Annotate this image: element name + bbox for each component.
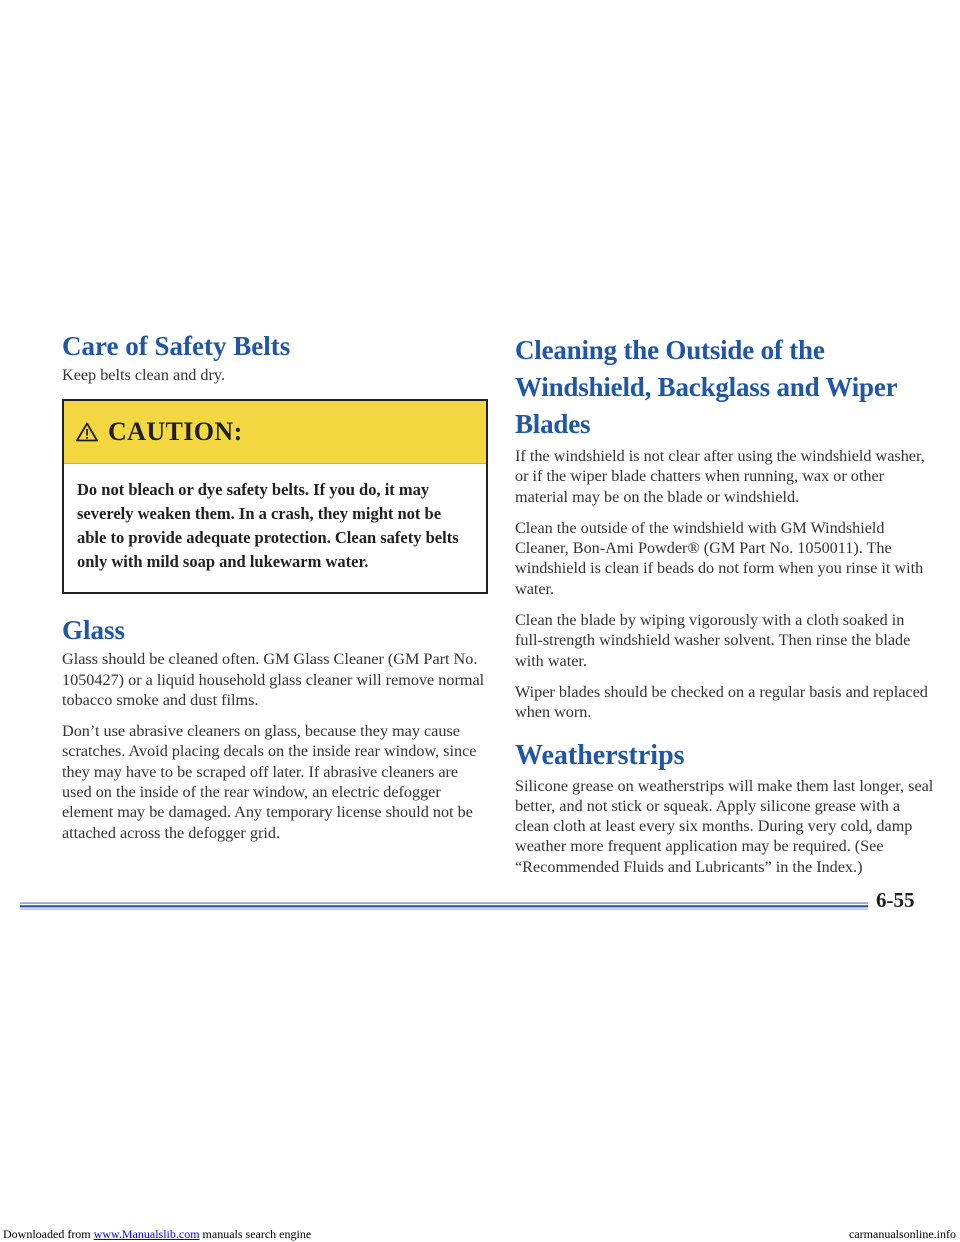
download-prefix: Downloaded from xyxy=(3,1227,94,1241)
caution-box xyxy=(62,399,488,594)
caution-title: CAUTION: xyxy=(108,417,243,447)
footer-rule xyxy=(20,902,868,910)
glass-paragraph: Don’t use abrasive cleaners on glass, because they may cause scratches. Avoid placing decals on the inside rear window, since they may have to be scraped off later. If abrasive cleaners are used on the inside of the rear window, an electric defogger element may be damaged. Any temporary license should not be attached across the defogger grid. xyxy=(62,722,477,842)
download-suffix: manuals search engine xyxy=(199,1227,312,1241)
weatherstrips-heading: Weatherstrips xyxy=(515,739,685,771)
glass-paragraph: Glass should be cleaned often. GM Glass Cleaner (GM Part No. 1050427) or a liquid household glass cleaner will remove normal tobacco smoke and dust films. xyxy=(62,650,485,709)
windshield-paragraph: Clean the outside of the windshield with GM Windshield Cleaner, Bon-Ami Powder® (GM Part No. 1050011). The windshield is clean if beads do not form when you rinse it with water. xyxy=(515,518,924,598)
care-of-safety-belts-heading: Care of Safety Belts xyxy=(62,331,291,361)
care-text: Keep belts clean and dry. xyxy=(62,366,226,384)
right-column xyxy=(515,332,935,888)
weatherstrips-paragraph: Silicone grease on weatherstrips will make them last longer, seal better, and not stick or squeak. Apply silicone grease with a clean cloth at least every six months. During very cold, damp weather more frequent application may be required. (See “Recommended Fluids and Lubricants” in the Index.) xyxy=(515,776,934,876)
watermark-text: carmanualsonline.info xyxy=(849,1227,956,1241)
windshield-paragraph: Wiper blades should be checked on a regular basis and replaced when worn. xyxy=(515,682,928,722)
caution-header xyxy=(64,401,486,464)
download-footer xyxy=(0,1226,960,1242)
left-column xyxy=(62,330,486,854)
windshield-cleaning-heading: Cleaning the Outside of the Windshield, Backglass and Wiper Blades xyxy=(515,335,897,439)
page-number: 6-55 xyxy=(876,888,915,912)
windshield-paragraph: Clean the blade by wiping vigorously with a cloth soaked in full-strength windshield washer solvent. Then rinse the blade with water. xyxy=(515,611,911,670)
manualslib-link[interactable]: www.Manualslib.com xyxy=(93,1227,200,1241)
download-source xyxy=(3,1226,311,1242)
warning-triangle-icon xyxy=(76,422,98,442)
windshield-paragraph: If the windshield is not clear after using the windshield washer, or if the wiper blade chatters when running, wax or other material may be on the blade or windshield. xyxy=(515,447,925,506)
caution-body: Do not bleach or dye safety belts. If you do, it may severely weaken them. In a crash, they might not be able to provide adequate protection. Clean safety belts only with mild soap and lukewarm water. xyxy=(77,480,459,572)
glass-heading: Glass xyxy=(62,615,126,646)
